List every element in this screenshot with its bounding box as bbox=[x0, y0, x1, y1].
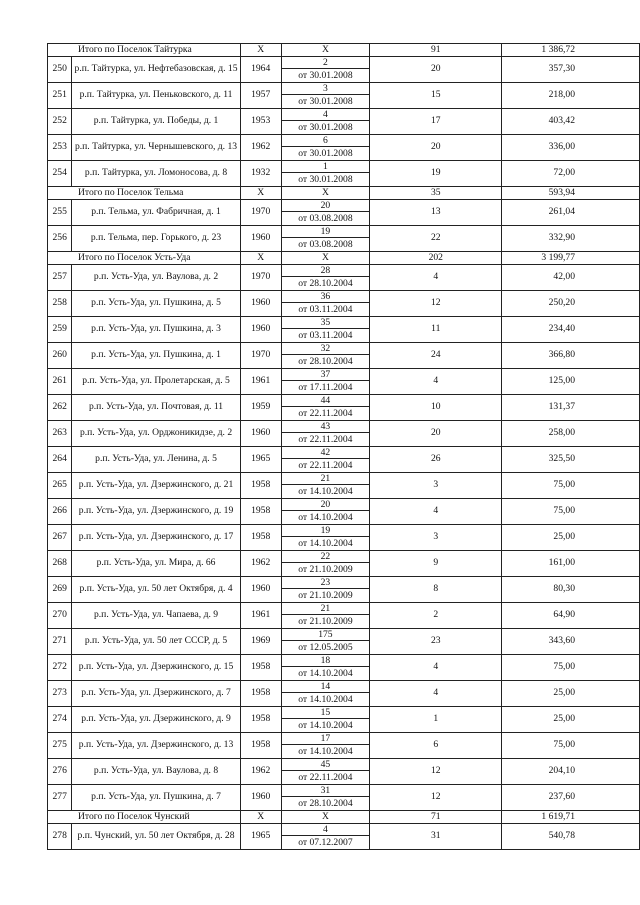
year-cell: 1962 bbox=[240, 551, 281, 577]
document-date: от 30.01.2008 bbox=[298, 96, 353, 107]
year-cell: 1970 bbox=[240, 200, 281, 226]
document-number: 4 bbox=[282, 109, 370, 121]
document-number: 45 bbox=[282, 759, 370, 771]
year-cell: 1958 bbox=[240, 655, 281, 681]
area-cell: 25,00 bbox=[502, 681, 640, 707]
document-number: 35 bbox=[282, 317, 370, 329]
table-row bbox=[48, 317, 640, 343]
count-cell: 202 bbox=[370, 252, 502, 265]
document-number: 14 bbox=[282, 681, 370, 693]
table-row bbox=[48, 707, 640, 733]
area-cell: 131,37 bbox=[502, 395, 640, 421]
table-row bbox=[48, 135, 640, 161]
count-cell: 6 bbox=[370, 733, 502, 759]
row-number: 276 bbox=[48, 759, 72, 785]
address-cell: р.п. Тайтурка, ул. Нефтебазовская, д. 15 bbox=[72, 57, 240, 83]
document-date: от 28.10.2004 bbox=[298, 356, 353, 367]
document-number: 43 bbox=[282, 421, 370, 433]
document-number: 44 bbox=[282, 395, 370, 407]
document-cell bbox=[281, 473, 370, 499]
document-cell bbox=[281, 681, 370, 707]
count-cell: 26 bbox=[370, 447, 502, 473]
document-cell bbox=[281, 265, 370, 291]
table-row bbox=[48, 109, 640, 135]
document-date: от 22.11.2004 bbox=[298, 460, 353, 471]
address-cell: р.п. Усть-Уда, ул. Дзержинского, д. 9 bbox=[72, 707, 240, 733]
table-row bbox=[48, 681, 640, 707]
count-cell: 20 bbox=[370, 421, 502, 447]
count-cell: 20 bbox=[370, 57, 502, 83]
year-cell: 1965 bbox=[240, 447, 281, 473]
table-row bbox=[48, 226, 640, 252]
document-cell bbox=[281, 200, 370, 226]
area-cell: 261,04 bbox=[502, 200, 640, 226]
document-cell bbox=[281, 57, 370, 83]
table-row bbox=[48, 83, 640, 109]
document-date: от 03.11.2004 bbox=[298, 330, 353, 341]
document-number: 6 bbox=[282, 135, 370, 147]
area-cell: 357,30 bbox=[502, 57, 640, 83]
count-cell: 91 bbox=[370, 44, 502, 57]
document-date: от 21.10.2009 bbox=[298, 590, 353, 601]
table-row bbox=[48, 551, 640, 577]
table-row bbox=[48, 161, 640, 187]
table-row bbox=[48, 291, 640, 317]
document-cell bbox=[281, 135, 370, 161]
document-cell bbox=[281, 421, 370, 447]
document-cell bbox=[281, 161, 370, 187]
address-cell: р.п. Усть-Уда, ул. Дзержинского, д. 7 bbox=[72, 681, 240, 707]
document-date: от 22.11.2004 bbox=[298, 772, 353, 783]
document-date: от 21.10.2009 bbox=[298, 564, 353, 575]
address-cell: р.п. Усть-Уда, ул. Дзержинского, д. 13 bbox=[72, 733, 240, 759]
address-cell: р.п. Усть-Уда, ул. Ленина, д. 5 bbox=[72, 447, 240, 473]
area-cell: 42,00 bbox=[502, 265, 640, 291]
document-date: от 30.01.2008 bbox=[298, 174, 353, 185]
address-cell: р.п. Усть-Уда, ул. Орджоникидзе, д. 2 bbox=[72, 421, 240, 447]
count-cell: 8 bbox=[370, 577, 502, 603]
document-number: 19 bbox=[282, 525, 370, 537]
document-cell bbox=[281, 707, 370, 733]
area-cell: 336,00 bbox=[502, 135, 640, 161]
area-cell: 25,00 bbox=[502, 525, 640, 551]
count-cell: 17 bbox=[370, 109, 502, 135]
year-cell: 1960 bbox=[240, 421, 281, 447]
area-cell: 366,80 bbox=[502, 343, 640, 369]
year-cell: 1958 bbox=[240, 525, 281, 551]
table-row bbox=[48, 785, 640, 811]
count-cell: 3 bbox=[370, 525, 502, 551]
row-number: 259 bbox=[48, 317, 72, 343]
document-number: 22 bbox=[282, 551, 370, 563]
document-number: 18 bbox=[282, 655, 370, 667]
document-cell: X bbox=[281, 187, 370, 200]
table-row bbox=[48, 265, 640, 291]
document-number: 4 bbox=[282, 824, 370, 836]
document-date: от 14.10.2004 bbox=[298, 512, 353, 523]
row-number: 254 bbox=[48, 161, 72, 187]
year-cell: 1965 bbox=[240, 824, 281, 850]
summary-row bbox=[48, 187, 640, 200]
document-date: от 03.08.2008 bbox=[298, 239, 353, 250]
document-date: от 30.01.2008 bbox=[298, 122, 353, 133]
document-number: 42 bbox=[282, 447, 370, 459]
area-cell: 125,00 bbox=[502, 369, 640, 395]
area-cell: 204,10 bbox=[502, 759, 640, 785]
table-row bbox=[48, 447, 640, 473]
area-cell: 593,94 bbox=[502, 187, 640, 200]
document-number: 1 bbox=[282, 161, 370, 173]
year-cell: X bbox=[240, 187, 281, 200]
address-cell: р.п. Усть-Уда, ул. Чапаева, д. 9 bbox=[72, 603, 240, 629]
table-row bbox=[48, 655, 640, 681]
document-date: от 14.10.2004 bbox=[298, 668, 353, 679]
year-cell: 1958 bbox=[240, 707, 281, 733]
document-cell: X bbox=[281, 811, 370, 824]
row-number: 250 bbox=[48, 57, 72, 83]
count-cell: 11 bbox=[370, 317, 502, 343]
row-number: 268 bbox=[48, 551, 72, 577]
count-cell: 4 bbox=[370, 265, 502, 291]
document-date: от 21.10.2009 bbox=[298, 616, 353, 627]
document-cell bbox=[281, 577, 370, 603]
row-number: 260 bbox=[48, 343, 72, 369]
document-date: от 03.11.2004 bbox=[298, 304, 353, 315]
count-cell: 31 bbox=[370, 824, 502, 850]
area-cell: 64,90 bbox=[502, 603, 640, 629]
document-cell bbox=[281, 499, 370, 525]
address-cell: р.п. Тайтурка, ул. Победы, д. 1 bbox=[72, 109, 240, 135]
year-cell: 1969 bbox=[240, 629, 281, 655]
row-number: 264 bbox=[48, 447, 72, 473]
document-number: 175 bbox=[282, 629, 370, 641]
area-cell: 161,00 bbox=[502, 551, 640, 577]
area-cell: 343,60 bbox=[502, 629, 640, 655]
year-cell: 1958 bbox=[240, 681, 281, 707]
year-cell: 1958 bbox=[240, 499, 281, 525]
year-cell: 1958 bbox=[240, 733, 281, 759]
year-cell: 1957 bbox=[240, 83, 281, 109]
table-row bbox=[48, 824, 640, 850]
document-number: 23 bbox=[282, 577, 370, 589]
row-number: 267 bbox=[48, 525, 72, 551]
summary-label: Итого по Поселок Тельма bbox=[48, 187, 241, 200]
year-cell: 1958 bbox=[240, 473, 281, 499]
area-cell: 75,00 bbox=[502, 655, 640, 681]
document-date: от 30.01.2008 bbox=[298, 70, 353, 81]
row-number: 257 bbox=[48, 265, 72, 291]
year-cell: 1959 bbox=[240, 395, 281, 421]
address-cell: р.п. Усть-Уда, ул. Пушкина, д. 7 bbox=[72, 785, 240, 811]
count-cell: 23 bbox=[370, 629, 502, 655]
row-number: 272 bbox=[48, 655, 72, 681]
property-register-table bbox=[47, 43, 640, 850]
year-cell: 1953 bbox=[240, 109, 281, 135]
document-cell bbox=[281, 551, 370, 577]
count-cell: 35 bbox=[370, 187, 502, 200]
document-number: 20 bbox=[282, 499, 370, 511]
row-number: 269 bbox=[48, 577, 72, 603]
table-row bbox=[48, 733, 640, 759]
year-cell: 1960 bbox=[240, 226, 281, 252]
area-cell: 332,90 bbox=[502, 226, 640, 252]
year-cell: 1932 bbox=[240, 161, 281, 187]
table-row bbox=[48, 343, 640, 369]
document-date: от 22.11.2004 bbox=[298, 434, 353, 445]
area-cell: 25,00 bbox=[502, 707, 640, 733]
table-row bbox=[48, 369, 640, 395]
document-cell: X bbox=[281, 44, 370, 57]
document-cell bbox=[281, 291, 370, 317]
area-cell: 540,78 bbox=[502, 824, 640, 850]
row-number: 274 bbox=[48, 707, 72, 733]
year-cell: X bbox=[240, 252, 281, 265]
address-cell: р.п. Усть-Уда, ул. Ваулова, д. 2 bbox=[72, 265, 240, 291]
document-cell bbox=[281, 759, 370, 785]
document-cell bbox=[281, 525, 370, 551]
table-row bbox=[48, 395, 640, 421]
address-cell: р.п. Тельма, ул. Фабричная, д. 1 bbox=[72, 200, 240, 226]
row-number: 266 bbox=[48, 499, 72, 525]
document-cell bbox=[281, 395, 370, 421]
area-cell: 75,00 bbox=[502, 733, 640, 759]
area-cell: 80,30 bbox=[502, 577, 640, 603]
document-number: 36 bbox=[282, 291, 370, 303]
address-cell: р.п. Усть-Уда, ул. Почтовая, д. 11 bbox=[72, 395, 240, 421]
address-cell: р.п. Усть-Уда, ул. Ваулова, д. 8 bbox=[72, 759, 240, 785]
address-cell: р.п. Тельма, пер. Горького, д. 23 bbox=[72, 226, 240, 252]
row-number: 270 bbox=[48, 603, 72, 629]
year-cell: 1960 bbox=[240, 785, 281, 811]
document-cell bbox=[281, 83, 370, 109]
table-row bbox=[48, 473, 640, 499]
year-cell: 1970 bbox=[240, 265, 281, 291]
document-cell bbox=[281, 447, 370, 473]
address-cell: р.п. Усть-Уда, ул. Дзержинского, д. 19 bbox=[72, 499, 240, 525]
document-cell bbox=[281, 824, 370, 850]
row-number: 271 bbox=[48, 629, 72, 655]
document-cell bbox=[281, 317, 370, 343]
area-cell: 1 619,71 bbox=[502, 811, 640, 824]
area-cell: 403,42 bbox=[502, 109, 640, 135]
document-cell bbox=[281, 655, 370, 681]
year-cell: X bbox=[240, 811, 281, 824]
table-row bbox=[48, 759, 640, 785]
document-date: от 03.08.2008 bbox=[298, 213, 353, 224]
document-cell bbox=[281, 369, 370, 395]
area-cell: 237,60 bbox=[502, 785, 640, 811]
table-row bbox=[48, 603, 640, 629]
row-number: 251 bbox=[48, 83, 72, 109]
document-date: от 22.11.2004 bbox=[298, 408, 353, 419]
table-row bbox=[48, 629, 640, 655]
document-number: 17 bbox=[282, 733, 370, 745]
area-cell: 218,00 bbox=[502, 83, 640, 109]
year-cell: 1964 bbox=[240, 57, 281, 83]
table-row bbox=[48, 499, 640, 525]
count-cell: 3 bbox=[370, 473, 502, 499]
count-cell: 2 bbox=[370, 603, 502, 629]
count-cell: 13 bbox=[370, 200, 502, 226]
document-date: от 17.11.2004 bbox=[298, 382, 353, 393]
document-number: 2 bbox=[282, 57, 370, 69]
summary-label: Итого по Поселок Тайтурка bbox=[48, 44, 241, 57]
document-number: 19 bbox=[282, 226, 370, 238]
address-cell: р.п. Тайтурка, ул. Пеньковского, д. 11 bbox=[72, 83, 240, 109]
count-cell: 71 bbox=[370, 811, 502, 824]
area-cell: 1 386,72 bbox=[502, 44, 640, 57]
row-number: 265 bbox=[48, 473, 72, 499]
document-cell bbox=[281, 785, 370, 811]
year-cell: X bbox=[240, 44, 281, 57]
count-cell: 12 bbox=[370, 759, 502, 785]
year-cell: 1960 bbox=[240, 317, 281, 343]
count-cell: 15 bbox=[370, 83, 502, 109]
row-number: 278 bbox=[48, 824, 72, 850]
address-cell: р.п. Чунский, ул. 50 лет Октября, д. 28 bbox=[72, 824, 240, 850]
summary-label: Итого по Поселок Усть-Уда bbox=[48, 252, 241, 265]
address-cell: р.п. Усть-Уда, ул. Пушкина, д. 3 bbox=[72, 317, 240, 343]
count-cell: 19 bbox=[370, 161, 502, 187]
count-cell: 4 bbox=[370, 499, 502, 525]
row-number: 273 bbox=[48, 681, 72, 707]
count-cell: 4 bbox=[370, 655, 502, 681]
row-number: 256 bbox=[48, 226, 72, 252]
document-number: 32 bbox=[282, 343, 370, 355]
address-cell: р.п. Усть-Уда, ул. Дзержинского, д. 15 bbox=[72, 655, 240, 681]
area-cell: 325,50 bbox=[502, 447, 640, 473]
area-cell: 75,00 bbox=[502, 473, 640, 499]
table-row bbox=[48, 525, 640, 551]
count-cell: 4 bbox=[370, 681, 502, 707]
area-cell: 3 199,77 bbox=[502, 252, 640, 265]
area-cell: 234,40 bbox=[502, 317, 640, 343]
document-number: 20 bbox=[282, 200, 370, 212]
document-cell bbox=[281, 226, 370, 252]
summary-label: Итого по Поселок Чунский bbox=[48, 811, 241, 824]
row-number: 252 bbox=[48, 109, 72, 135]
row-number: 277 bbox=[48, 785, 72, 811]
summary-row bbox=[48, 811, 640, 824]
table-row bbox=[48, 577, 640, 603]
document-number: 21 bbox=[282, 473, 370, 485]
table-row bbox=[48, 200, 640, 226]
document-date: от 14.10.2004 bbox=[298, 538, 353, 549]
row-number: 275 bbox=[48, 733, 72, 759]
count-cell: 12 bbox=[370, 291, 502, 317]
document-date: от 30.01.2008 bbox=[298, 148, 353, 159]
document-cell: X bbox=[281, 252, 370, 265]
document-number: 28 bbox=[282, 265, 370, 277]
address-cell: р.п. Усть-Уда, ул. Дзержинского, д. 17 bbox=[72, 525, 240, 551]
area-cell: 75,00 bbox=[502, 499, 640, 525]
address-cell: р.п. Усть-Уда, ул. Пролетарская, д. 5 bbox=[72, 369, 240, 395]
address-cell: р.п. Усть-Уда, ул. 50 лет Октября, д. 4 bbox=[72, 577, 240, 603]
count-cell: 20 bbox=[370, 135, 502, 161]
table-body bbox=[48, 44, 640, 850]
document-number: 37 bbox=[282, 369, 370, 381]
document-cell bbox=[281, 733, 370, 759]
address-cell: р.п. Усть-Уда, ул. 50 лет СССР, д. 5 bbox=[72, 629, 240, 655]
area-cell: 250,20 bbox=[502, 291, 640, 317]
year-cell: 1962 bbox=[240, 759, 281, 785]
year-cell: 1970 bbox=[240, 343, 281, 369]
row-number: 253 bbox=[48, 135, 72, 161]
area-cell: 258,00 bbox=[502, 421, 640, 447]
count-cell: 9 bbox=[370, 551, 502, 577]
row-number: 258 bbox=[48, 291, 72, 317]
row-number: 262 bbox=[48, 395, 72, 421]
document-cell bbox=[281, 109, 370, 135]
address-cell: р.п. Усть-Уда, ул. Пушкина, д. 1 bbox=[72, 343, 240, 369]
address-cell: р.п. Тайтурка, ул. Чернышевского, д. 13 bbox=[72, 135, 240, 161]
year-cell: 1960 bbox=[240, 577, 281, 603]
count-cell: 4 bbox=[370, 369, 502, 395]
document-date: от 28.10.2004 bbox=[298, 798, 353, 809]
address-cell: р.п. Усть-Уда, ул. Пушкина, д. 5 bbox=[72, 291, 240, 317]
document-number: 3 bbox=[282, 83, 370, 95]
document-date: от 07.12.2007 bbox=[298, 837, 353, 848]
document-date: от 14.10.2004 bbox=[298, 746, 353, 757]
count-cell: 10 bbox=[370, 395, 502, 421]
year-cell: 1961 bbox=[240, 369, 281, 395]
document-date: от 12.05.2005 bbox=[298, 642, 353, 653]
document-date: от 14.10.2004 bbox=[298, 720, 353, 731]
document-cell bbox=[281, 343, 370, 369]
summary-row bbox=[48, 252, 640, 265]
document-cell bbox=[281, 629, 370, 655]
count-cell: 22 bbox=[370, 226, 502, 252]
count-cell: 1 bbox=[370, 707, 502, 733]
document-cell bbox=[281, 603, 370, 629]
year-cell: 1962 bbox=[240, 135, 281, 161]
document-number: 21 bbox=[282, 603, 370, 615]
document-number: 31 bbox=[282, 785, 370, 797]
document-date: от 14.10.2004 bbox=[298, 486, 353, 497]
summary-row bbox=[48, 44, 640, 57]
area-cell: 72,00 bbox=[502, 161, 640, 187]
row-number: 261 bbox=[48, 369, 72, 395]
year-cell: 1960 bbox=[240, 291, 281, 317]
address-cell: р.п. Усть-Уда, ул. Дзержинского, д. 21 bbox=[72, 473, 240, 499]
address-cell: р.п. Усть-Уда, ул. Мира, д. 66 bbox=[72, 551, 240, 577]
table-row bbox=[48, 57, 640, 83]
document-date: от 14.10.2004 bbox=[298, 694, 353, 705]
table-row bbox=[48, 421, 640, 447]
document-date: от 28.10.2004 bbox=[298, 278, 353, 289]
row-number: 263 bbox=[48, 421, 72, 447]
count-cell: 24 bbox=[370, 343, 502, 369]
document-number: 15 bbox=[282, 707, 370, 719]
address-cell: р.п. Тайтурка, ул. Ломоносова, д. 8 bbox=[72, 161, 240, 187]
row-number: 255 bbox=[48, 200, 72, 226]
count-cell: 12 bbox=[370, 785, 502, 811]
year-cell: 1961 bbox=[240, 603, 281, 629]
